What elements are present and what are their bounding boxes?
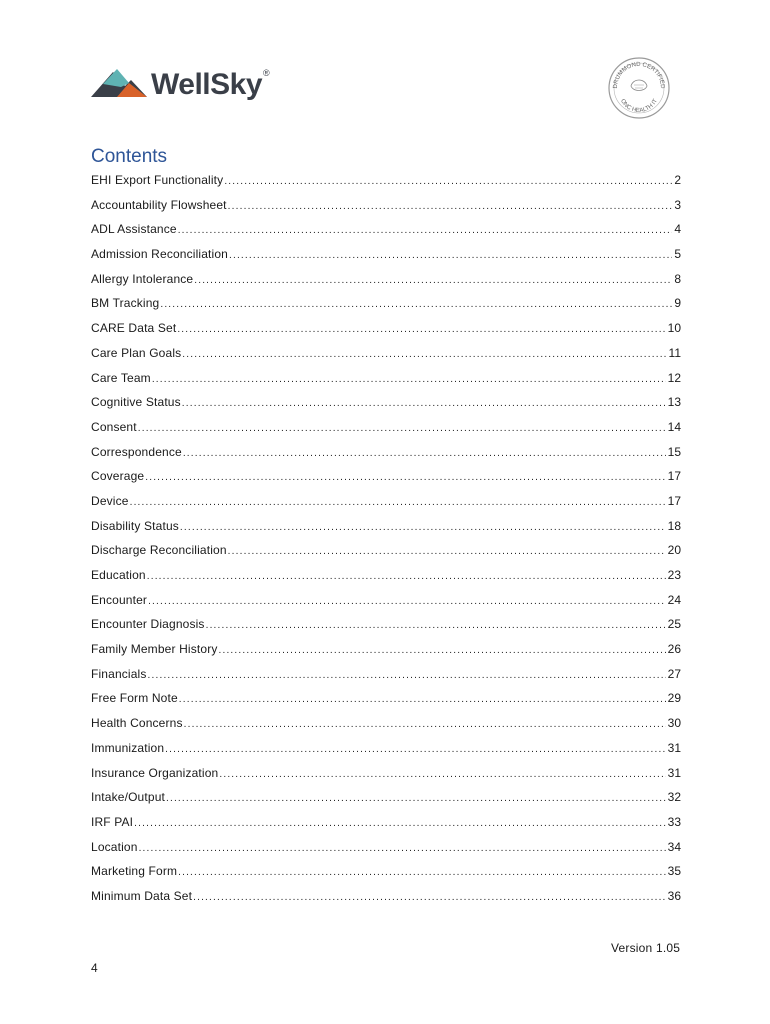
toc-dot-leader: [139, 840, 666, 858]
toc-entry[interactable]: [91, 369, 681, 394]
toc-entry-title: IRF PAI: [91, 814, 134, 829]
toc-entry-title: Care Plan Goals: [91, 345, 182, 360]
toc-entry-page: 29: [667, 691, 681, 706]
toc-entry[interactable]: [91, 393, 681, 418]
toc-dot-leader: [229, 247, 672, 265]
toc-entry[interactable]: [91, 887, 681, 912]
toc-dot-leader: [145, 469, 665, 487]
toc-entry[interactable]: [91, 788, 681, 813]
toc-dot-leader: [183, 445, 666, 463]
toc-dot-leader: [148, 667, 666, 685]
toc-entry-page: 12: [667, 370, 681, 385]
toc-entry[interactable]: [91, 862, 681, 887]
toc-entry-page: 31: [667, 740, 681, 755]
toc-entry[interactable]: [91, 591, 681, 616]
toc-entry[interactable]: [91, 418, 681, 443]
toc-entry-page: 33: [667, 814, 681, 829]
toc-dot-leader: [228, 198, 673, 216]
toc-entry-page: 27: [667, 666, 681, 681]
toc-entry-page: 11: [668, 345, 681, 360]
toc-dot-leader: [177, 321, 665, 339]
toc-entry-title: Free Form Note: [91, 691, 178, 706]
toc-entry-title: Insurance Organization: [91, 765, 219, 780]
toc-entry-page: 26: [667, 642, 681, 657]
toc-entry-title: Accountability Flowsheet: [91, 197, 227, 212]
toc-dot-leader: [179, 691, 666, 709]
toc-entry[interactable]: [91, 344, 681, 369]
toc-entry-title: Cognitive Status: [91, 395, 181, 410]
toc-dot-leader: [178, 222, 673, 240]
mountain-logo-icon: [91, 66, 151, 100]
toc-dot-leader: [224, 173, 672, 191]
table-of-contents: [91, 171, 681, 912]
toc-dot-leader: [134, 815, 665, 833]
toc-entry-title: Immunization: [91, 740, 165, 755]
toc-entry-title: Disability Status: [91, 518, 179, 533]
toc-entry-page: 8: [674, 271, 681, 286]
toc-dot-leader: [194, 272, 672, 290]
toc-entry[interactable]: [91, 838, 681, 863]
toc-entry-page: 3: [674, 197, 681, 212]
toc-entry-title: BM Tracking: [91, 296, 160, 311]
toc-entry[interactable]: [91, 813, 681, 838]
toc-entry[interactable]: [91, 467, 681, 492]
toc-dot-leader: [160, 296, 672, 314]
toc-entry-title: Financials: [91, 666, 147, 681]
wellsky-logo: [91, 66, 270, 106]
toc-entry-title: Marketing Form: [91, 864, 178, 879]
toc-entry[interactable]: [91, 220, 681, 245]
toc-entry[interactable]: [91, 294, 681, 319]
toc-entry-page: 4: [674, 222, 681, 237]
contents-heading: Contents: [91, 146, 168, 167]
toc-dot-leader: [219, 642, 666, 660]
toc-entry-title: Health Concerns: [91, 716, 183, 731]
toc-dot-leader: [206, 617, 666, 635]
toc-entry[interactable]: [91, 492, 681, 517]
drummond-certified-seal-icon: [607, 56, 671, 120]
toc-entry[interactable]: [91, 739, 681, 764]
toc-entry[interactable]: [91, 689, 681, 714]
toc-entry[interactable]: [91, 615, 681, 640]
toc-dot-leader: [166, 790, 666, 808]
toc-entry[interactable]: [91, 319, 681, 344]
toc-entry-page: 30: [667, 716, 681, 731]
toc-entry-title: Location: [91, 839, 138, 854]
toc-entry[interactable]: [91, 541, 681, 566]
toc-entry-page: 23: [667, 568, 681, 582]
toc-entry-title: Minimum Data Set: [91, 888, 193, 903]
toc-entry-page: 24: [667, 592, 681, 607]
toc-entry-page: 17: [667, 469, 681, 484]
toc-entry[interactable]: [91, 665, 681, 690]
toc-entry-title: Correspondence: [91, 444, 182, 459]
toc-entry-page: 20: [667, 543, 681, 558]
toc-entry-title: Allergy Intolerance: [91, 271, 194, 286]
toc-entry-page: 5: [674, 247, 681, 262]
toc-dot-leader: [138, 420, 666, 438]
svg-text:DRUMMOND CERTIFIED: DRUMMOND CERTIFIED: [612, 61, 666, 89]
toc-entry[interactable]: [91, 443, 681, 468]
toc-entry[interactable]: [91, 196, 681, 221]
toc-entry-page: 17: [667, 493, 681, 508]
page-number: 4: [91, 961, 98, 975]
toc-entry-page: 9: [674, 296, 681, 311]
toc-entry[interactable]: [91, 245, 681, 270]
toc-dot-leader: [182, 395, 666, 413]
toc-entry-title: Admission Reconciliation: [91, 247, 228, 262]
toc-entry-title: Care Team: [91, 370, 151, 385]
toc-dot-leader: [180, 519, 666, 537]
toc-entry-page: 14: [667, 419, 681, 434]
version-label: Version 1.05: [611, 941, 681, 955]
svg-text:ONC HEALTH IT: ONC HEALTH IT: [618, 98, 660, 115]
toc-entry-page: 15: [667, 444, 681, 459]
toc-dot-leader: [152, 371, 666, 389]
toc-entry-title: Coverage: [91, 469, 145, 484]
toc-dot-leader: [184, 716, 666, 734]
toc-entry-page: 10: [667, 321, 681, 336]
toc-entry-title: ADL Assistance: [91, 222, 177, 237]
toc-entry-page: 25: [667, 617, 681, 632]
toc-dot-leader: [148, 593, 666, 611]
toc-dot-leader: [147, 568, 666, 586]
toc-dot-leader: [165, 741, 665, 759]
toc-dot-leader: [219, 766, 665, 784]
toc-entry-title: CARE Data Set: [91, 321, 177, 336]
toc-entry-page: 18: [667, 518, 681, 533]
toc-entry[interactable]: [91, 270, 681, 295]
toc-entry[interactable]: [91, 714, 681, 739]
toc-dot-leader: [228, 543, 666, 561]
toc-entry-page: 31: [667, 765, 681, 780]
toc-entry[interactable]: [91, 517, 681, 542]
toc-entry[interactable]: [91, 171, 681, 196]
toc-entry-page: 35: [667, 864, 681, 879]
toc-entry-page: 34: [667, 839, 681, 854]
toc-dot-leader: [178, 864, 666, 882]
toc-dot-leader: [193, 889, 666, 907]
toc-entry-page: 13: [667, 395, 681, 410]
toc-entry-title: Intake/Output: [91, 790, 165, 805]
logo-wordmark: WellSky®: [151, 68, 270, 101]
toc-entry-title: Device: [91, 493, 129, 508]
toc-dot-leader: [182, 346, 666, 364]
toc-entry-title: EHI Export Functionality: [91, 173, 224, 187]
toc-entry[interactable]: [91, 764, 681, 789]
toc-entry-title: Education: [91, 568, 146, 582]
toc-entry[interactable]: [91, 640, 681, 665]
toc-entry-page: 2: [674, 173, 681, 187]
toc-entry-title: Consent: [91, 419, 137, 434]
toc-entry[interactable]: [91, 566, 681, 591]
toc-entry-title: Discharge Reconciliation: [91, 543, 227, 558]
toc-entry-title: Encounter Diagnosis: [91, 617, 205, 632]
toc-entry-page: 36: [667, 888, 681, 903]
toc-entry-title: Family Member History: [91, 642, 218, 657]
toc-entry-page: 32: [667, 790, 681, 805]
toc-dot-leader: [130, 494, 666, 512]
toc-entry-title: Encounter: [91, 592, 148, 607]
